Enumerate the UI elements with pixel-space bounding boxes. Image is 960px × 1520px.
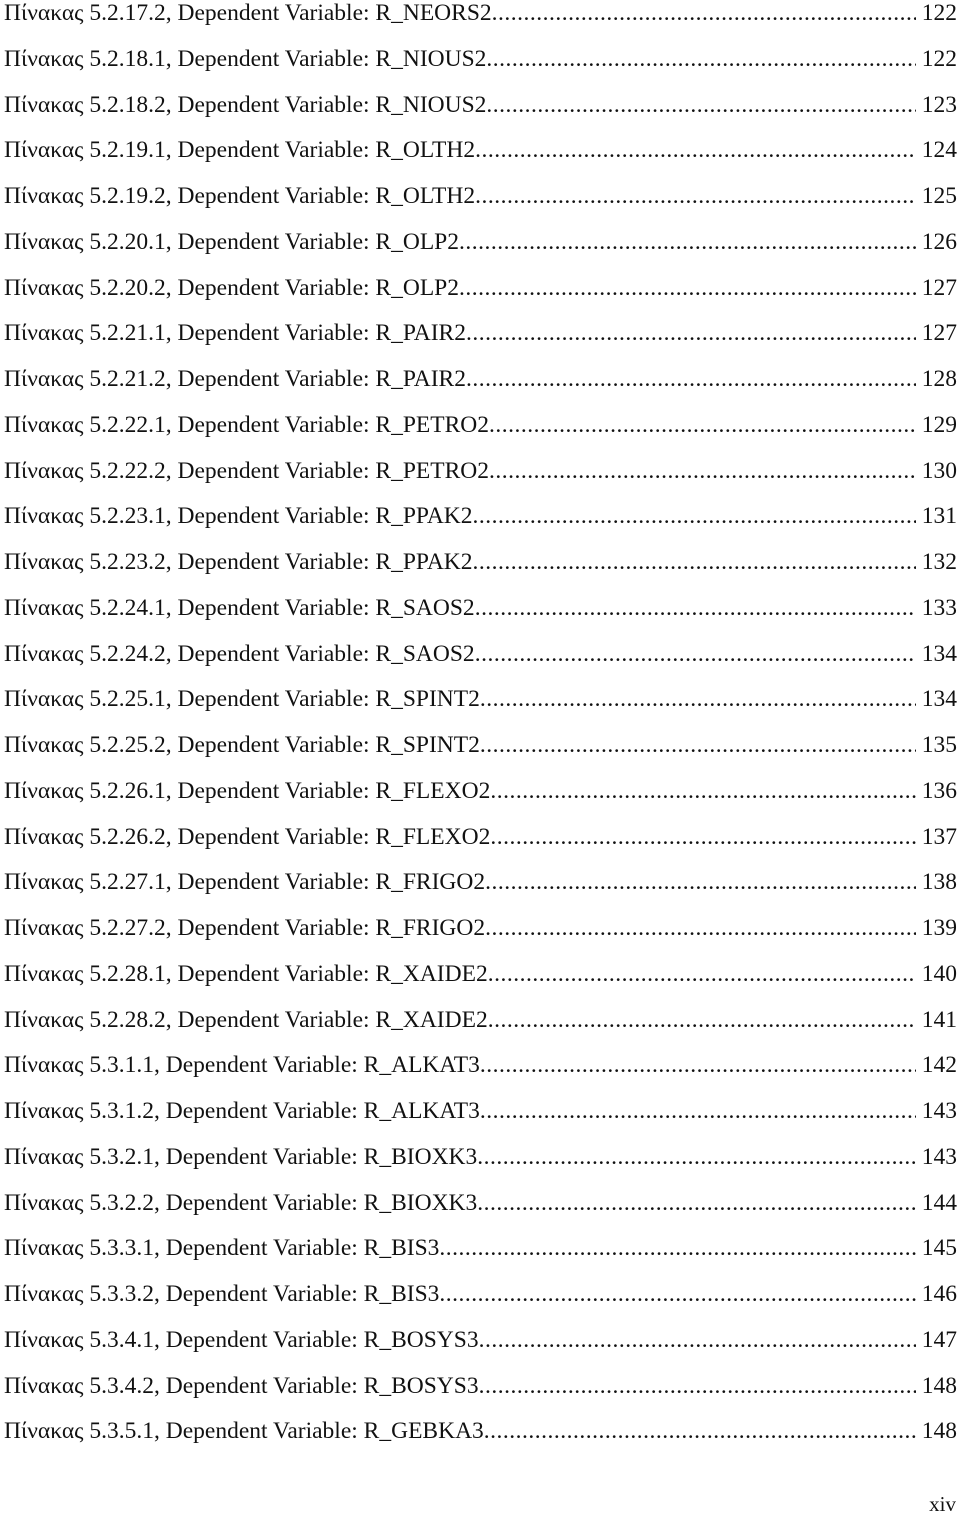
toc-entry[interactable]	[4, 83, 957, 129]
dot-leader	[485, 860, 916, 906]
toc-entry-label: Πίνακας 5.2.28.1, Dependent Variable: R_XAIDE2	[4, 960, 488, 987]
toc-entry-page: 122	[921, 0, 957, 26]
toc-entry-page: 148	[921, 1372, 957, 1399]
dot-leader	[473, 494, 916, 540]
page-number: xiv	[929, 1492, 956, 1516]
toc-entry-page: 124	[921, 137, 957, 164]
toc-entry-label: Πίνακας 5.2.21.1, Dependent Variable: R_PAIR2	[4, 320, 466, 347]
toc-entry[interactable]	[4, 1318, 957, 1364]
toc-entry-page: 139	[921, 915, 957, 941]
toc-entry-page: 129	[921, 411, 957, 438]
toc-entry-page: 122	[921, 45, 957, 72]
toc-entry-label: Πίνακας 5.2.23.1, Dependent Variable: R_PPAK2	[4, 503, 473, 530]
toc-entry-label: Πίνακας 5.2.25.2, Dependent Variable: R_SPINT2	[4, 732, 480, 758]
toc-entry-label: Πίνακας 5.3.4.1, Dependent Variable: R_BOSYS3	[4, 1326, 479, 1353]
toc-entry-label: Πίνακας 5.2.19.1, Dependent Variable: R_OLTH2	[4, 137, 476, 164]
toc-entry[interactable]	[4, 769, 957, 815]
toc-entry[interactable]	[4, 1089, 957, 1135]
toc-entry[interactable]	[4, 1135, 957, 1181]
toc-entry[interactable]	[4, 220, 957, 266]
toc-entry-label: Πίνακας 5.2.26.2, Dependent Variable: R_FLEXO2	[4, 823, 491, 850]
toc-entry[interactable]	[4, 494, 957, 540]
dot-leader	[475, 632, 916, 678]
toc-entry-page: 136	[921, 777, 957, 804]
toc-entry-label: Πίνακας 5.2.28.2, Dependent Variable: R_XAIDE2	[4, 1006, 488, 1033]
toc-entry[interactable]	[4, 952, 957, 998]
toc-entry[interactable]	[4, 677, 957, 723]
toc-entry-label: Πίνακας 5.2.19.2, Dependent Variable: R_OLTH2	[4, 183, 476, 209]
dot-leader	[459, 220, 916, 266]
toc-entry-page: 126	[921, 228, 957, 255]
toc-entry[interactable]	[4, 0, 957, 37]
dot-leader	[439, 1226, 915, 1272]
dot-leader	[459, 266, 916, 312]
toc-entry-page: 141	[921, 1006, 957, 1033]
toc-entry[interactable]	[4, 1226, 957, 1272]
toc-entry[interactable]	[4, 1181, 957, 1227]
toc-entry-page: 145	[921, 1235, 957, 1262]
toc-entry[interactable]	[4, 906, 957, 952]
toc-entry-page: 148	[921, 1418, 957, 1445]
toc-entry-page: 123	[921, 91, 957, 118]
dot-leader	[439, 1272, 915, 1318]
toc-entry-label: Πίνακας 5.3.1.1, Dependent Variable: R_ALKAT3	[4, 1052, 480, 1079]
toc-entry[interactable]	[4, 174, 957, 220]
dot-leader	[466, 357, 916, 403]
dot-leader	[486, 83, 915, 129]
toc-entry[interactable]	[4, 449, 957, 495]
dot-leader	[489, 403, 916, 449]
toc-entry[interactable]	[4, 723, 957, 769]
toc-entry-label: Πίνακας 5.2.24.1, Dependent Variable: R_SAOS2	[4, 594, 475, 621]
toc-entry-label: Πίνακας 5.3.3.2, Dependent Variable: R_BIS3	[4, 1281, 440, 1307]
toc-entry-label: Πίνακας 5.2.27.1, Dependent Variable: R_FRIGO2	[4, 869, 486, 896]
toc-entry[interactable]	[4, 357, 957, 403]
toc-entry-page: 140	[921, 960, 957, 987]
dot-leader	[475, 128, 916, 174]
toc-entry[interactable]	[4, 540, 957, 586]
toc-entry[interactable]	[4, 1272, 957, 1318]
toc-entry-label: Πίνακας 5.2.17.2, Dependent Variable: R_NEORS2	[4, 0, 492, 26]
toc-entry-page: 132	[921, 549, 957, 575]
toc-entry-label: Πίνακας 5.2.25.1, Dependent Variable: R_SPINT2	[4, 686, 480, 713]
toc-entry-label: Πίνακας 5.2.18.1, Dependent Variable: R_NIOUS2	[4, 45, 487, 72]
toc-entry[interactable]	[4, 632, 957, 678]
dot-leader	[480, 677, 916, 723]
toc-entry-label: Πίνακας 5.3.4.2, Dependent Variable: R_BOSYS3	[4, 1372, 479, 1399]
toc-entry[interactable]	[4, 128, 957, 174]
toc-entry[interactable]	[4, 1409, 957, 1455]
table-of-tables	[4, 0, 957, 1455]
toc-entry[interactable]	[4, 998, 957, 1044]
toc-entry[interactable]	[4, 815, 957, 861]
toc-entry-page: 130	[921, 457, 957, 484]
dot-leader	[480, 1089, 916, 1135]
toc-entry-page: 125	[921, 183, 957, 209]
toc-entry-page: 138	[921, 869, 957, 896]
dot-leader	[480, 723, 916, 769]
toc-entry-page: 127	[921, 320, 957, 347]
toc-entry-label: Πίνακας 5.2.23.2, Dependent Variable: R_PPAK2	[4, 549, 473, 575]
dot-leader	[485, 906, 916, 952]
toc-entry[interactable]	[4, 1364, 957, 1410]
toc-entry-label: Πίνακας 5.2.20.2, Dependent Variable: R_OLP2	[4, 274, 459, 301]
toc-entry-label: Πίνακας 5.2.26.1, Dependent Variable: R_FLEXO2	[4, 777, 491, 804]
toc-entry-page: 127	[921, 274, 957, 301]
dot-leader	[488, 952, 916, 998]
toc-entry[interactable]	[4, 586, 957, 632]
dot-leader	[475, 174, 916, 220]
toc-entry-page: 143	[921, 1143, 957, 1170]
toc-entry-page: 135	[921, 732, 957, 758]
toc-entry-page: 146	[921, 1281, 957, 1307]
dot-leader	[479, 1364, 916, 1410]
dot-leader	[473, 540, 916, 586]
dot-leader	[466, 311, 916, 357]
dot-leader	[488, 998, 916, 1044]
toc-entry[interactable]	[4, 860, 957, 906]
toc-entry-label: Πίνακας 5.3.3.1, Dependent Variable: R_BIS3	[4, 1235, 440, 1262]
toc-entry-page: 128	[921, 366, 957, 392]
toc-entry-page: 134	[921, 686, 957, 713]
dot-leader	[490, 769, 915, 815]
toc-entry-label: Πίνακας 5.2.18.2, Dependent Variable: R_NIOUS2	[4, 91, 487, 118]
toc-entry[interactable]	[4, 1043, 957, 1089]
toc-entry-page: 143	[921, 1098, 957, 1124]
dot-leader	[480, 1043, 916, 1089]
dot-leader	[492, 0, 916, 37]
toc-entry-page: 131	[921, 503, 957, 530]
toc-entry-page: 142	[921, 1052, 957, 1079]
dot-leader	[479, 1318, 916, 1364]
dot-leader	[486, 37, 915, 83]
toc-entry[interactable]	[4, 266, 957, 312]
toc-entry-label: Πίνακας 5.2.22.1, Dependent Variable: R_PETRO2	[4, 411, 490, 438]
toc-entry-label: Πίνακας 5.2.21.2, Dependent Variable: R_PAIR2	[4, 366, 466, 392]
toc-entry[interactable]	[4, 403, 957, 449]
toc-entry-label: Πίνακας 5.2.24.2, Dependent Variable: R_SAOS2	[4, 640, 475, 667]
dot-leader	[489, 449, 916, 495]
toc-entry-label: Πίνακας 5.3.2.2, Dependent Variable: R_BIOXK3	[4, 1189, 478, 1216]
toc-entry[interactable]	[4, 311, 957, 357]
toc-entry-page: 147	[921, 1326, 957, 1353]
toc-entry-label: Πίνακας 5.3.2.1, Dependent Variable: R_BIOXK3	[4, 1143, 478, 1170]
dot-leader	[477, 1181, 915, 1227]
toc-entry-page: 137	[921, 823, 957, 850]
dot-leader	[484, 1409, 916, 1455]
toc-entry-page: 133	[921, 594, 957, 621]
toc-entry-label: Πίνακας 5.2.20.1, Dependent Variable: R_OLP2	[4, 228, 459, 255]
dot-leader	[475, 586, 916, 632]
dot-leader	[477, 1135, 915, 1181]
toc-entry[interactable]	[4, 37, 957, 83]
dot-leader	[490, 815, 915, 861]
toc-entry-label: Πίνακας 5.2.27.2, Dependent Variable: R_FRIGO2	[4, 915, 486, 941]
toc-entry-page: 134	[921, 640, 957, 667]
toc-entry-label: Πίνακας 5.2.22.2, Dependent Variable: R_PETRO2	[4, 457, 490, 484]
toc-entry-label: Πίνακας 5.3.5.1, Dependent Variable: R_GEBKA3	[4, 1418, 484, 1445]
toc-entry-page: 144	[921, 1189, 957, 1216]
toc-entry-label: Πίνακας 5.3.1.2, Dependent Variable: R_ALKAT3	[4, 1098, 480, 1124]
